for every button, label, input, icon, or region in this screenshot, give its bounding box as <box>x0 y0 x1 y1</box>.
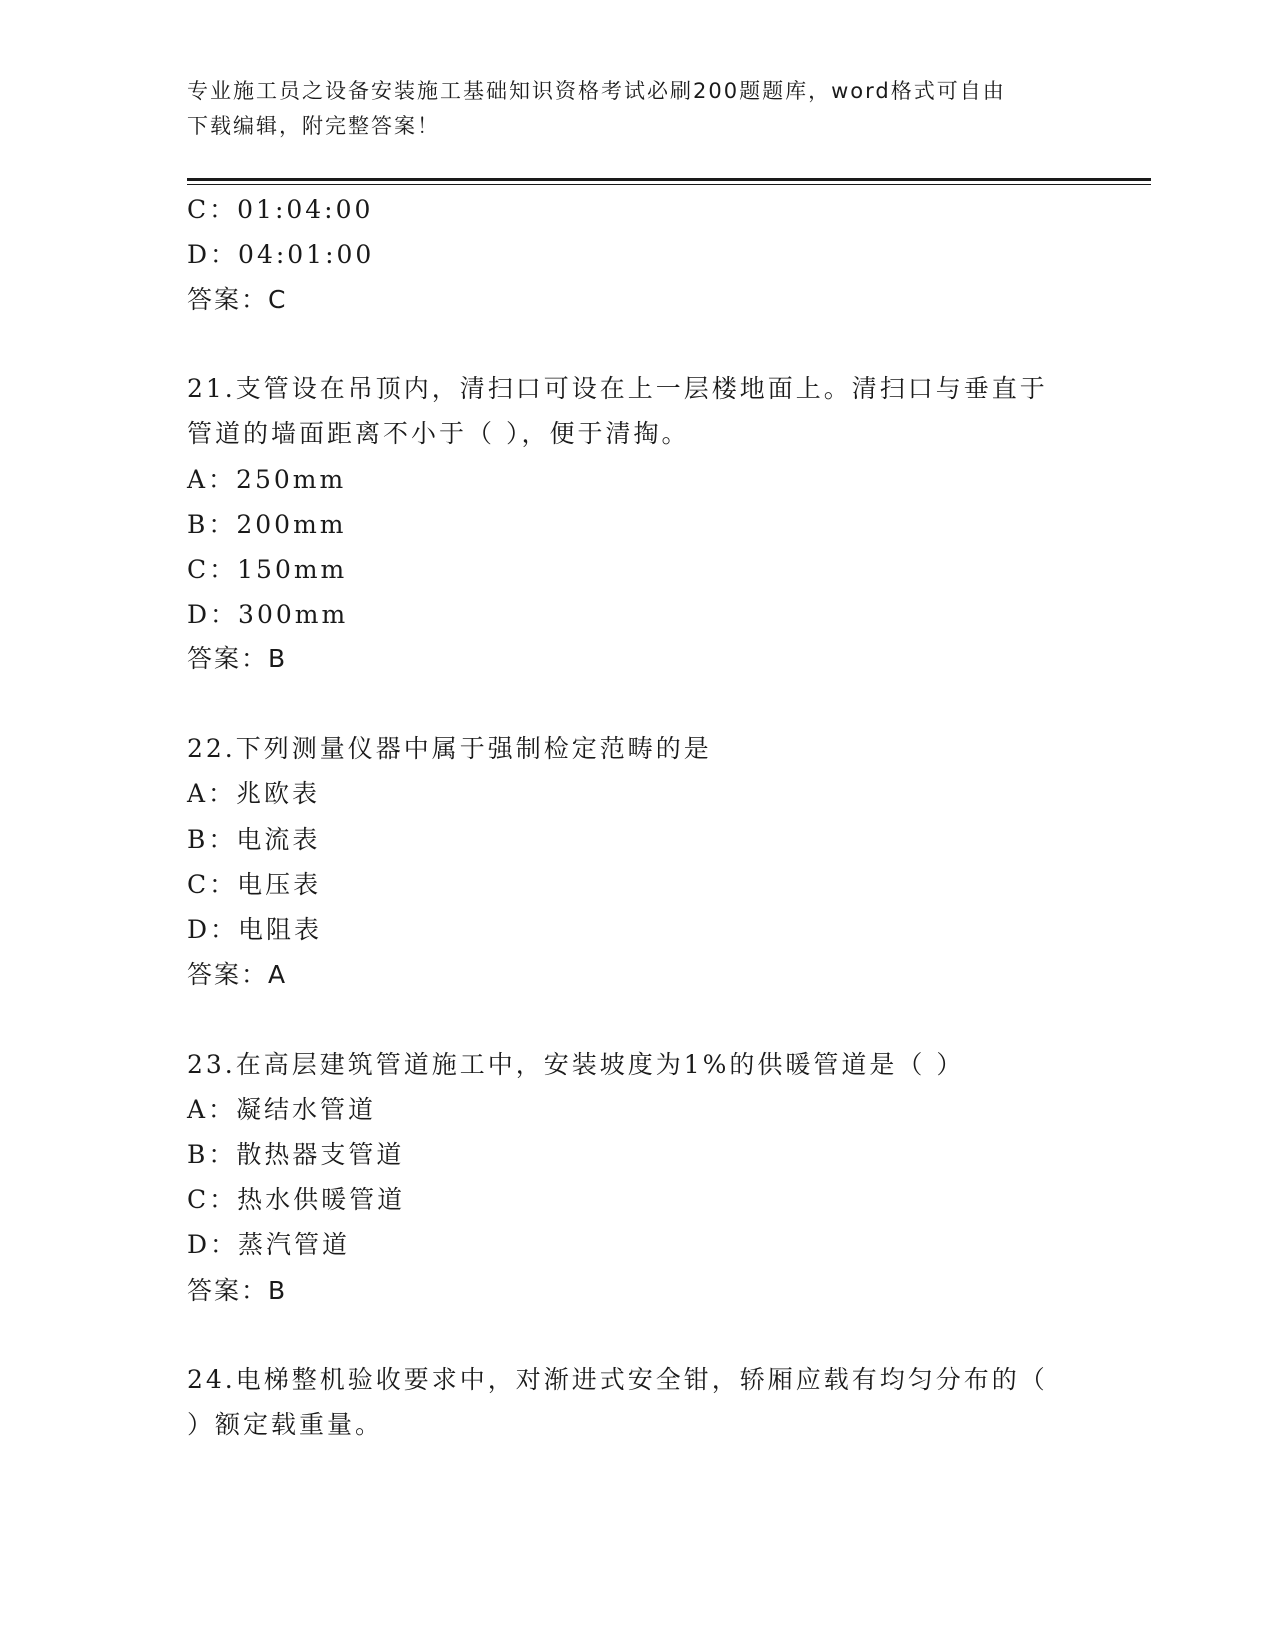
header-line-2: 下载编辑，附完整答案！ <box>187 114 440 138</box>
q22-option-d: D：电阻表 <box>187 915 323 944</box>
document-header <box>187 74 1087 144</box>
q21-text-line-2: 管道的墙面距离不小于（ ），便于清掏。 <box>187 419 690 448</box>
header-line-1: 专业施工员之设备安装施工基础知识资格考试必刷200题题库，word格式可自由 <box>187 79 1006 103</box>
q21-option-a: A：250mm <box>187 465 347 494</box>
q23-text-line-1: 23.在高层建筑管道施工中，安装坡度为1%的供暖管道是（ ） <box>187 1050 965 1079</box>
q22-option-c: C：电压表 <box>187 870 322 899</box>
q21-text-line-1: 21.支管设在吊顶内，清扫口可设在上一层楼地面上。清扫口与垂直于 <box>187 374 1048 403</box>
prev-option-c: C：01:04:00 <box>187 195 374 224</box>
q23-option-d: D：蒸汽管道 <box>187 1230 351 1259</box>
q24-text-line-1: 24.电梯整机验收要求中，对渐进式安全钳，轿厢应载有均匀分布的（ <box>187 1365 1048 1394</box>
q21-answer: 答案：B <box>187 644 288 673</box>
q22-option-a: A：兆欧表 <box>187 779 321 808</box>
q21-option-d: D：300mm <box>187 600 349 629</box>
q21-option-b: B：200mm <box>187 510 347 539</box>
q22-text-line-1: 22.下列测量仪器中属于强制检定范畴的是 <box>187 734 712 763</box>
q21-option-c: C：150mm <box>187 555 348 584</box>
q22-option-b: B：电流表 <box>187 825 321 854</box>
header-rule-thin <box>187 184 1151 185</box>
prev-answer: 答案：C <box>187 285 288 314</box>
q23-option-c: C：热水供暖管道 <box>187 1185 406 1214</box>
q23-option-a: A：凝结水管道 <box>187 1095 377 1124</box>
q23-answer: 答案：B <box>187 1276 288 1305</box>
q23-option-b: B：散热器支管道 <box>187 1140 405 1169</box>
header-rule-thick <box>187 178 1151 181</box>
q24-text-line-2: ）额定载重量。 <box>187 1410 384 1439</box>
prev-option-d: D：04:01:00 <box>187 240 375 269</box>
q22-answer: 答案：A <box>187 960 288 989</box>
